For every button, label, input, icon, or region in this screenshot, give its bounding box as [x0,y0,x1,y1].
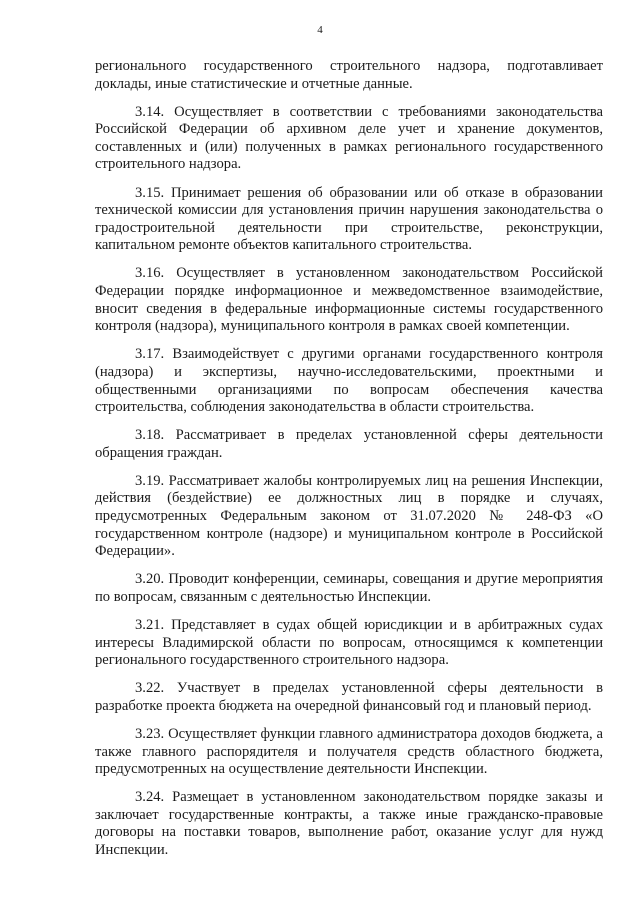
paragraph-3-14: 3.14. Осуществляет в соответствии с требованиями законодательства Российской Федерации об архивном деле учет и хранение документов, составленных и (или) полученных в рамках регионального государственного строительного надзора. [95,103,603,173]
paragraph-3-21: 3.21. Представляет в судах общей юрисдикции и в арбитражных судах интересы Владимирской области по вопросам, относящимся к компетенции регионального государственного строительного надзора. [95,617,603,669]
paragraph-3-22: 3.22. Участвует в пределах установленной сферы деятельности в разработке проекта бюджета на очередной финансовый год и плановый период. [95,680,603,714]
paragraph-3-18: 3.18. Рассматривает в пределах установленной сферы деятельности обращения граждан. [95,427,603,461]
paragraph-3-20: 3.20. Проводит конференции, семинары, совещания и другие мероприятия по вопросам, связанным с деятельностью Инспекции. [95,571,603,605]
paragraph-3-19: 3.19. Рассматривает жалобы контролируемых лиц на решения Инспекции, действия (бездействие) ее должностных лиц в порядке и случаях, предусмотренных Федеральным законом от 31.07.2020 № 248-ФЗ «О государственном контроле (надзоре) и муниципальном контроле в Российской Федерации». [95,472,603,560]
paragraph-3-17: 3.17. Взаимодействует с другими органами государственного контроля (надзора) и экспертизы, научно-исследовательскими, проектными и общественными организациями по вопросам обеспечения качества строительства, соблюдения законодательства в области строительства. [95,346,603,416]
document-body [95,58,603,860]
paragraph-3-16: 3.16. Осуществляет в установленном законодательством Российской Федерации порядке информационное и межведомственное взаимодействие, вносит сведения в федеральные информационные системы государственного контроля (надзора), муниципального контроля в рамках своей компетенции. [95,265,603,335]
page-number: 4 [317,24,323,36]
paragraph-continuation: регионального государственного строительного надзора, подготавливает доклады, иные статистические и отчетные данные. [95,58,603,92]
paragraph-3-24: 3.24. Размещает в установленном законодательством порядке заказы и заключает государственные контракты, а также иные гражданско-правовые договоры на поставки товаров, выполнение работ, оказание услуг для нужд Инспекции. [95,789,603,859]
paragraph-3-23: 3.23. Осуществляет функции главного администратора доходов бюджета, а также главного распорядителя и получателя средств областного бюджета, предусмотренных на осуществление деятельности Инспекции. [95,726,603,778]
paragraph-3-15: 3.15. Принимает решения об образовании или об отказе в образовании технической комиссии для установления причин нарушения законодательства о градостроительной деятельности при строительстве, реконструкции, капитальном ремонте объектов капитального строительства. [95,184,603,254]
